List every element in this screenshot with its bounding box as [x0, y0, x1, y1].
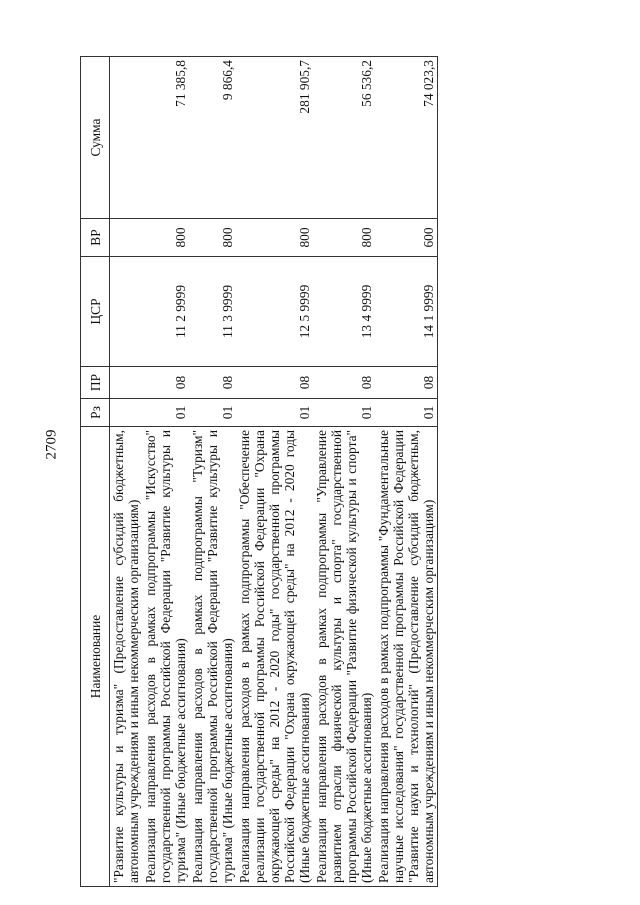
table-row [375, 57, 438, 887]
row-vr: 800 [189, 219, 236, 257]
row-sum: 9 866,4 [189, 57, 236, 219]
row-csr: 11 3 9999 [189, 257, 236, 367]
row-vr: 600 [375, 219, 438, 257]
header-pr: ПР [81, 367, 110, 399]
row-csr: 13 4 9999 [313, 257, 375, 367]
row-sum: 71 385,8 [142, 57, 189, 219]
table-row [189, 57, 236, 887]
row-csr [110, 257, 143, 367]
header-csr: ЦСР [81, 257, 110, 367]
row-csr: 12 5 9999 [236, 257, 313, 367]
header-sum: Сумма [81, 57, 110, 219]
budget-table [80, 56, 438, 887]
row-vr: 800 [313, 219, 375, 257]
row-vr: 800 [236, 219, 313, 257]
header-vr: ВР [81, 219, 110, 257]
table-row [313, 57, 375, 887]
page-number: 2709 [43, 429, 60, 460]
row-name: Реализация направления расходов в рамках подпрограммы "Обеспечение реализации государственной программы Российской Федерации "Охрана окружающей среды" на 2012 - 2020 годы" государственной программы Российской Федерации "Охрана окружающей среды" на 2012 - 2020 годы (Иные бюджетные ассигнования) [236, 427, 313, 887]
row-rz: 01 [375, 399, 438, 427]
row-sum: 74 023,3 [375, 57, 438, 219]
row-sum [110, 57, 143, 219]
row-pr: 08 [189, 367, 236, 399]
row-name: Реализация направления расходов в рамках подпрограммы "Управление развитием отрасли физической культуры и спорта" государственной программы Российской Федерации "Развитие физической культуры и спорта" (Иные бюджетные ассигнования) [313, 427, 375, 887]
row-pr: 08 [236, 367, 313, 399]
row-csr: 11 2 9999 [142, 257, 189, 367]
row-pr: 08 [375, 367, 438, 399]
row-pr [110, 367, 143, 399]
row-pr: 08 [313, 367, 375, 399]
row-pr: 08 [142, 367, 189, 399]
table-row [142, 57, 189, 887]
row-rz: 01 [236, 399, 313, 427]
row-rz: 01 [142, 399, 189, 427]
row-rz [110, 399, 143, 427]
header-rz: Рз [81, 399, 110, 427]
row-name: Реализация направления расходов в рамках подпрограммы "Искусство" государственной программы Российской Федерации "Развитие культуры и туризма" (Иные бюджетные ассигнования) [142, 427, 189, 887]
row-name: Реализация направления расходов в рамках подпрограммы "Туризм" государственной программы Российской Федерации "Развитие культуры и туризма" (Иные бюджетные ассигнования) [189, 427, 236, 887]
row-rz: 01 [189, 399, 236, 427]
table-row [236, 57, 313, 887]
rotated-page-content [80, 57, 590, 887]
row-vr: 800 [142, 219, 189, 257]
row-rz: 01 [313, 399, 375, 427]
header-name: Наименование [81, 427, 110, 887]
row-name: "Развитие культуры и туризма" (Предоставление субсидий бюджетным, автономным учреждениям и иным некоммерческим организациям) [110, 427, 143, 887]
row-sum: 281 905,7 [236, 57, 313, 219]
row-csr: 14 1 9999 [375, 257, 438, 367]
table-header-row [81, 57, 110, 887]
row-name: Реализация направления расходов в рамках подпрограммы "Фундаментальные научные исследования" государственной программы Российской Федерации "Развитие науки и технологий" (Предоставление субсидий бюджетным, автономным учреждениям и иным некоммерческим организациям) [375, 427, 438, 887]
row-vr [110, 219, 143, 257]
row-sum: 56 536,2 [313, 57, 375, 219]
table-row [110, 57, 143, 887]
